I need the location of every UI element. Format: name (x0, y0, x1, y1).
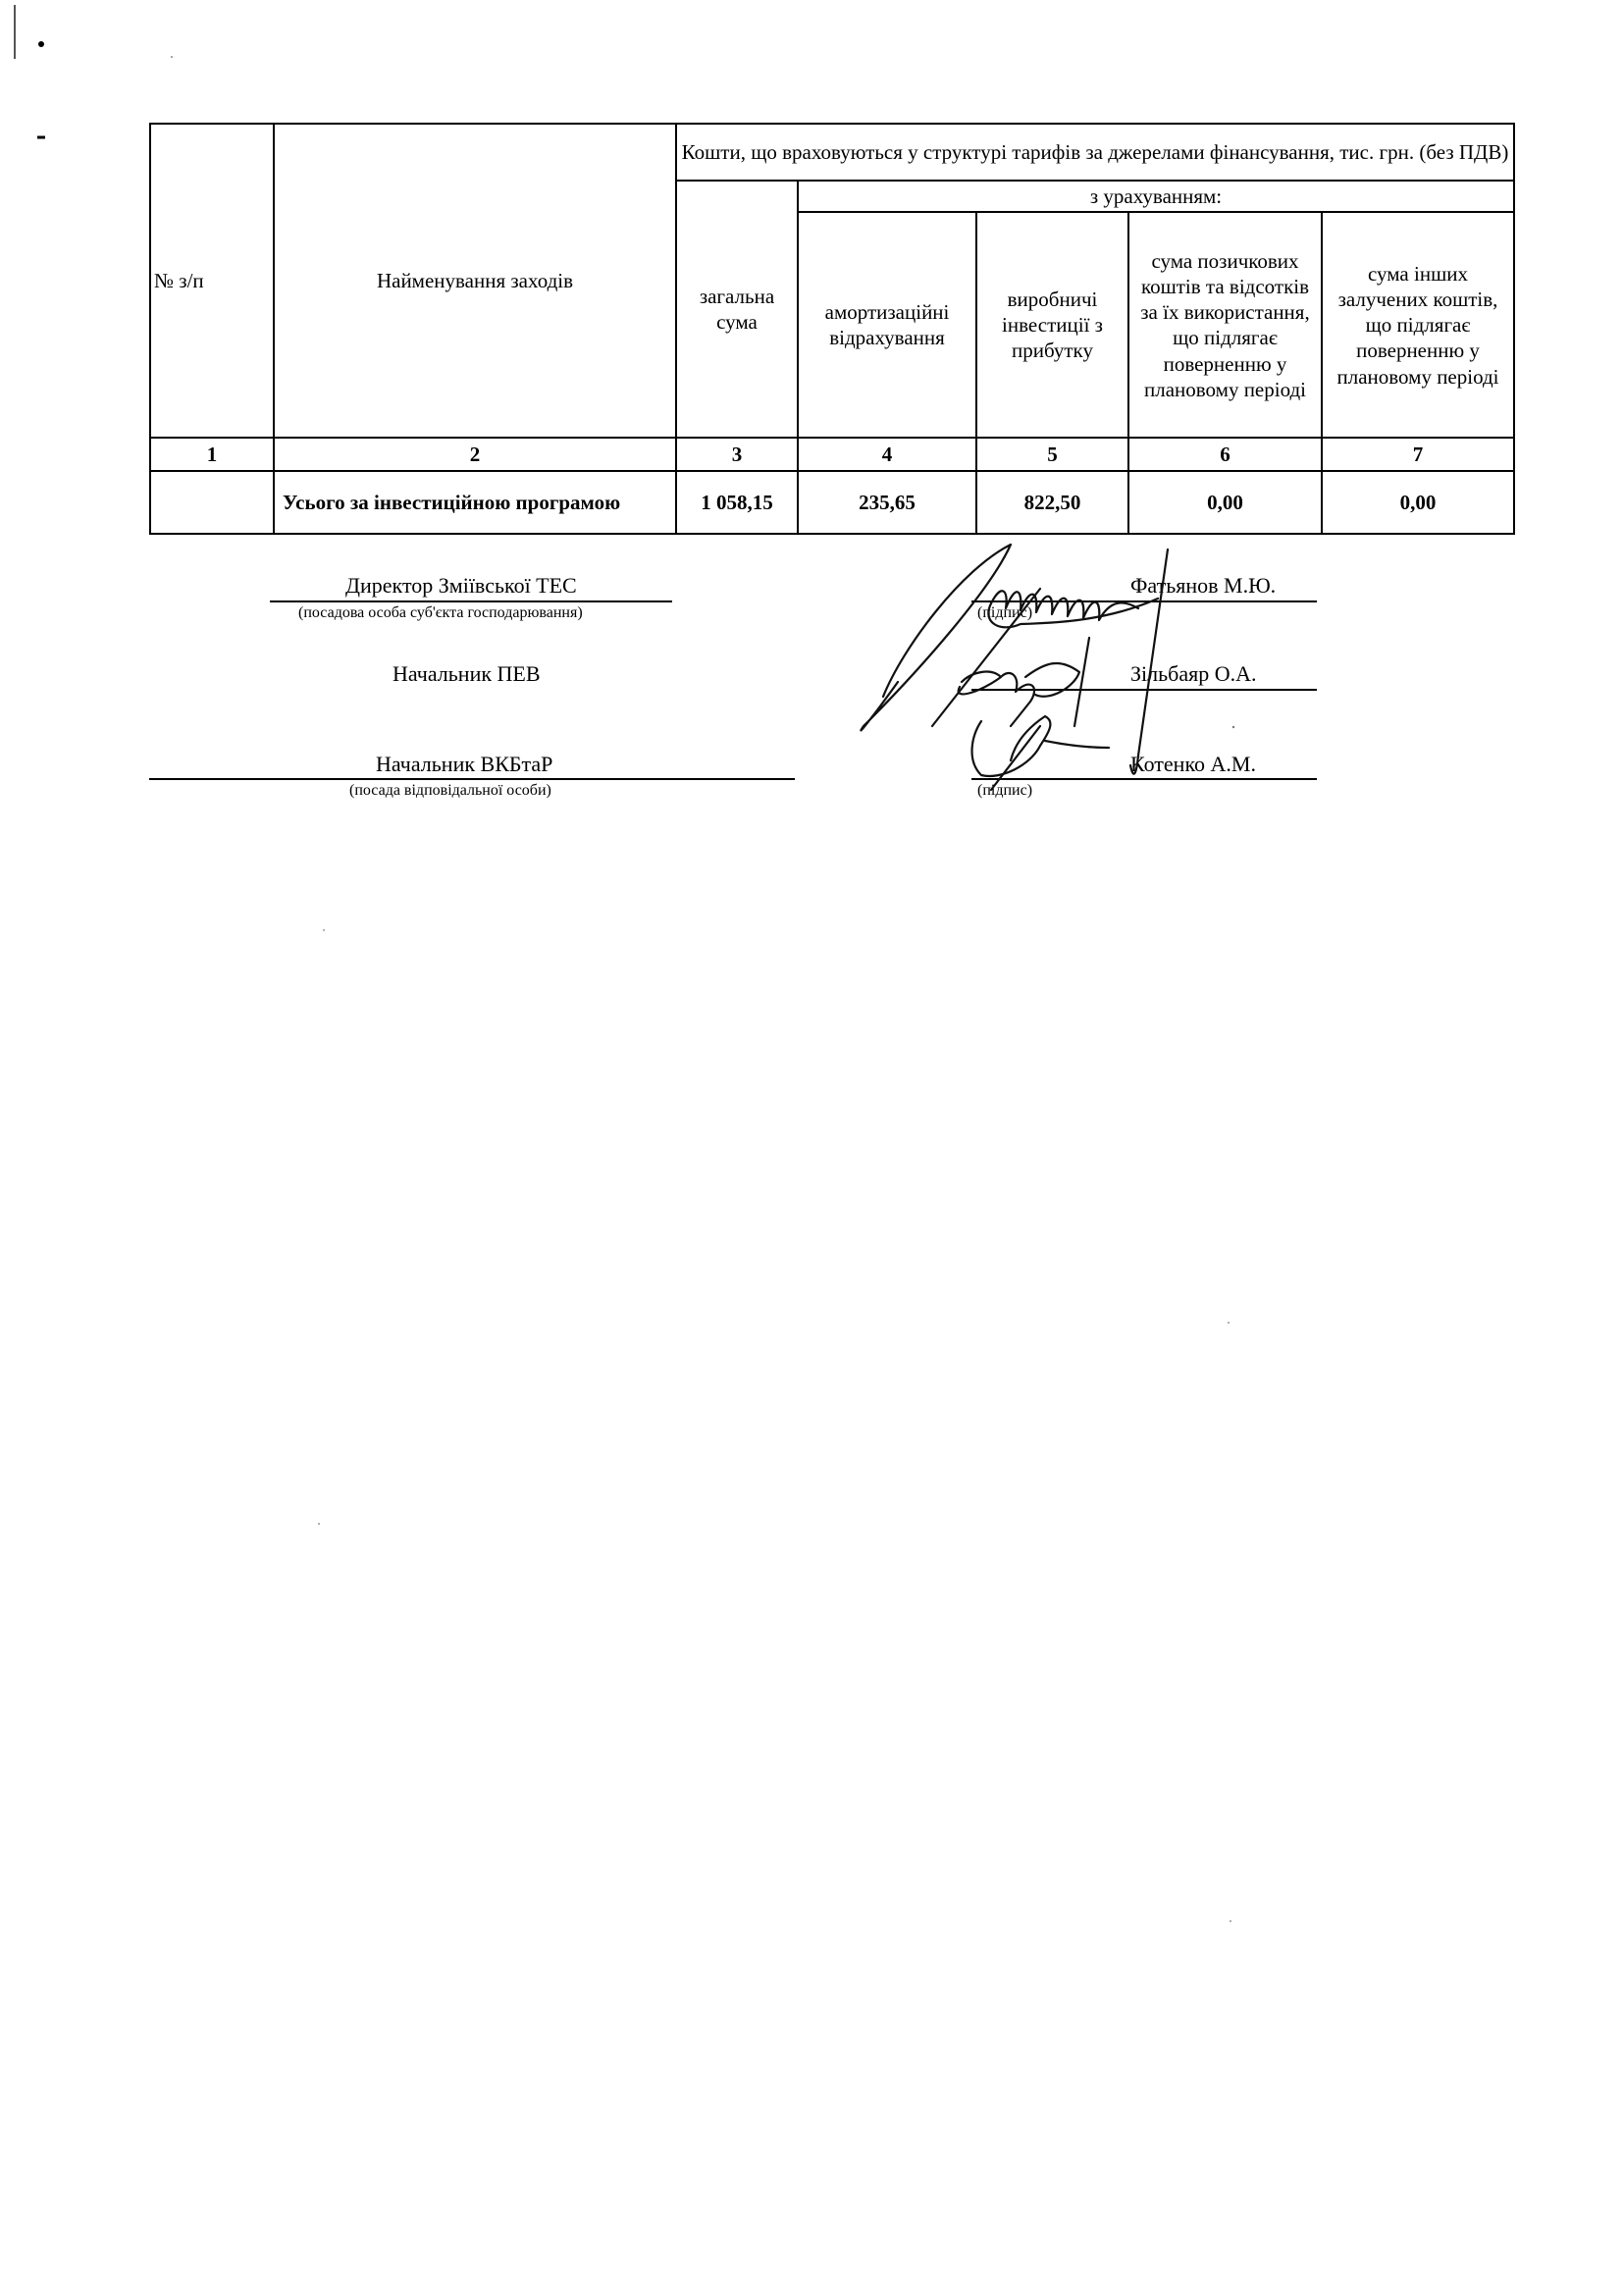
header-other: сума інших залучених коштів, що підлягає поверненню у плановому періоді (1322, 212, 1514, 438)
column-number: 6 (1128, 438, 1322, 471)
header-funds: Кошти, що враховуються у структурі тарифів за джерелами фінансування, тис. грн. (без ПДВ) (676, 124, 1514, 181)
column-number: 2 (274, 438, 676, 471)
pev-title: Начальник ПЕВ (393, 661, 541, 686)
header-investments: виробничі інвестиції з прибутку (976, 212, 1128, 438)
director-title: Директор Зміївської ТЕС (345, 573, 577, 598)
total-other-cell: 0,00 (1322, 471, 1514, 534)
column-number: 7 (1322, 438, 1514, 471)
vkbtar-name: Котенко А.М. (1130, 752, 1256, 776)
signature-caption: (підпис) (977, 604, 1033, 621)
total-loans-cell: 0,00 (1128, 471, 1322, 534)
vkbtar-title: Начальник ВКБтаР (376, 752, 553, 776)
header-name: Найменування заходів (274, 124, 676, 438)
pev-name: Зільбаяр О.А. (1130, 661, 1257, 686)
signature-caption: (підпис) (977, 782, 1033, 799)
column-number: 1 (150, 438, 274, 471)
director-caption: (посадова особа суб'єкта господарювання) (298, 604, 583, 621)
header-including: з урахуванням: (798, 181, 1514, 212)
total-investments-cell: 822,50 (976, 471, 1128, 534)
column-number: 4 (798, 438, 976, 471)
column-number: 3 (676, 438, 798, 471)
header-depreciation: амортизаційні відрахування (798, 212, 976, 438)
total-sum-cell: 1 058,15 (676, 471, 798, 534)
header-number: № з/п (150, 124, 274, 438)
column-number: 5 (976, 438, 1128, 471)
header-total: загальна сума (676, 181, 798, 438)
director-name: Фатьянов М.Ю. (1130, 573, 1277, 598)
header-loans: сума позичкових коштів та відсотків за їх використання, що підлягає поверненню у плановому періоді (1128, 212, 1322, 438)
total-depreciation-cell: 235,65 (798, 471, 976, 534)
total-label: Усього за інвестиційною програмою (274, 471, 676, 534)
vkbtar-caption: (посада відповідальної особи) (349, 782, 551, 799)
